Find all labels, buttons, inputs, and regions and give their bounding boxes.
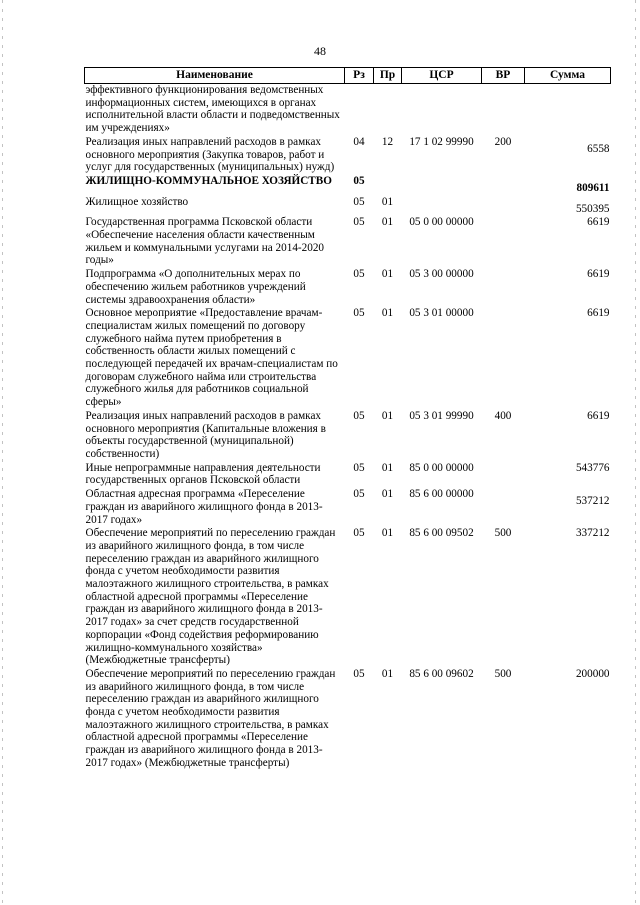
table-row [85,84,611,136]
cell-vr [482,488,525,527]
cell-sum [525,84,611,136]
section-row [85,175,611,196]
cell-pr: 01 [381,461,394,474]
cell-sum: 6619 [587,409,610,422]
cell-sum: 537212 [575,495,610,508]
table-header-row [85,68,611,84]
cell-name: Основное мероприятие «Предоставление врачам-специалистам жилых помещений по договору служебного найма путем приобретения в собственность области жилых помещений с последующей передачей их врачам-специалистам по договорам служебного найма или строительства служебного жилья для работников социальной сферы» [85,307,338,409]
cell-sum: 6619 [587,307,610,320]
cell-vr [482,196,525,217]
cell-vr [482,268,525,307]
cell-sum: 550395 [575,202,610,215]
cell-sum: 6558 [587,142,610,155]
table-row [85,268,611,307]
cell-sum: 809611 [576,181,610,194]
cell-pr: 01 [381,268,394,281]
header-csr: ЦСР [402,68,482,84]
cell-csr: 85 6 00 09502 [409,527,474,540]
cell-sum: 6619 [587,268,610,281]
page-number: 48 [314,44,326,58]
cell-name: Подпрограмма «О дополнительных мерах по обеспечению жильем работников учреждений системы здравоохранения области» [85,268,306,306]
cell-csr: 85 6 00 09602 [409,667,474,680]
cell-vr [482,84,525,136]
cell-rz: 05 [353,527,365,540]
cell-sum: 337212 [575,527,610,540]
table-row [85,462,611,488]
cell-csr [402,84,482,136]
cell-rz: 05 [353,307,365,320]
cell-vr [482,462,525,488]
cell-csr: 17 1 02 99990 [409,135,474,148]
cell-rz: 05 [353,461,365,474]
table-row [85,216,611,268]
cell-pr: 01 [381,216,394,229]
cell-rz: 05 [353,409,365,422]
cell-name: Иные непрограммные направления деятельности государственных органов Псковской области [85,461,321,487]
table-row [85,410,611,462]
cell-name: Областная адресная программа «Переселение граждан из аварийного жилищного фонда в 2013-2017 годах» [85,488,323,526]
cell-pr: 12 [381,135,394,148]
cell-vr [482,175,525,196]
cell-vr: 500 [494,527,512,540]
cell-csr [402,196,482,217]
header-pr: Пр [374,68,402,84]
cell-vr [482,307,525,410]
cell-vr: 500 [494,667,512,680]
cell-pr: 01 [381,488,394,501]
cell-rz: 04 [353,135,365,148]
cell-rz: 05 [353,216,365,229]
table-row [85,488,611,527]
budget-table [84,67,611,771]
scan-edge-left [2,0,3,905]
table-row [85,668,611,771]
table-row [85,527,611,668]
table-row [85,136,611,175]
cell-vr [482,216,525,268]
header-vr: ВР [482,68,525,84]
scan-edge-right [635,0,636,905]
cell-csr: 85 0 00 00000 [409,461,474,474]
cell-csr [402,175,482,196]
cell-rz [345,84,374,136]
cell-rz: 05 [353,195,365,208]
cell-vr: 200 [494,135,512,148]
cell-name: Жилищное хозяйство [85,195,189,208]
cell-rz: 05 [353,268,365,281]
cell-name: ЖИЛИЩНО-КОММУНАЛЬНОЕ ХОЗЯЙСТВО [85,174,332,187]
cell-rz: 05 [353,488,365,501]
cell-pr: 01 [381,409,394,422]
cell-rz: 05 [353,667,365,680]
header-rz: Рз [345,68,374,84]
cell-rz: 05 [353,174,365,187]
cell-sum: 543776 [575,461,610,474]
cell-vr: 400 [494,409,512,422]
cell-csr: 05 3 01 00000 [409,307,474,320]
cell-name: Обеспечение мероприятий по переселению граждан из аварийного жилищного фонда, в том числе переселению граждан из аварийного жилищного фонда с учетом необходимости развития малоэтажного жилищного строительства, в рамках областной адресной программы «Переселение граждан из аварийного жилищного фонда в 2013-2017 годах» (Межбюджетные трансферты) [85,667,336,769]
cell-sum: 6619 [587,216,610,229]
cell-csr: 05 0 00 00000 [409,216,474,229]
cell-csr: 85 6 00 00000 [409,488,474,501]
cell-csr: 05 3 01 99990 [409,409,474,422]
cell-pr [374,175,402,196]
cell-name: эффективного функционирования ведомственных информационных систем, имеющихся в органах исполнительной власти области и подведомственных им учреждениях» [85,84,340,135]
cell-name: Реализация иных направлений расходов в рамках основного мероприятия (Закупка товаров, работ и услуг для государственных (муниципальных) нужд) [85,135,335,174]
cell-name: Реализация иных направлений расходов в рамках основного мероприятия (Капитальные вложения в объекты государственной (муниципальной) собственности) [85,409,326,460]
header-name: Наименование [85,68,345,84]
header-sum: Сумма [525,68,611,84]
table-row [85,196,611,217]
cell-csr: 05 3 00 00000 [409,268,474,281]
cell-name: Государственная программа Псковской области «Обеспечение населения области качественным жильем и коммунальными услугами на 2014-2020 годы» [85,216,325,267]
cell-pr: 01 [381,195,394,208]
cell-sum: 200000 [575,667,610,680]
cell-pr: 01 [381,667,394,680]
cell-pr: 01 [381,307,394,320]
cell-pr: 01 [381,527,394,540]
cell-pr [374,84,402,136]
table-row [85,307,611,410]
cell-name: Обеспечение мероприятий по переселению граждан из аварийного жилищного фонда, в том числе переселению граждан из аварийного жилищного фонда с учетом необходимости развития малоэтажного жилищного строительства, в рамках областной адресной программы «Переселение граждан из аварийного жилищного фонда в 2013-2017 годах» за счет средств государственной корпорации «Фонд содействия реформированию жилищно-коммунального хозяйства» (Межбюджетные трансферты) [85,527,336,667]
